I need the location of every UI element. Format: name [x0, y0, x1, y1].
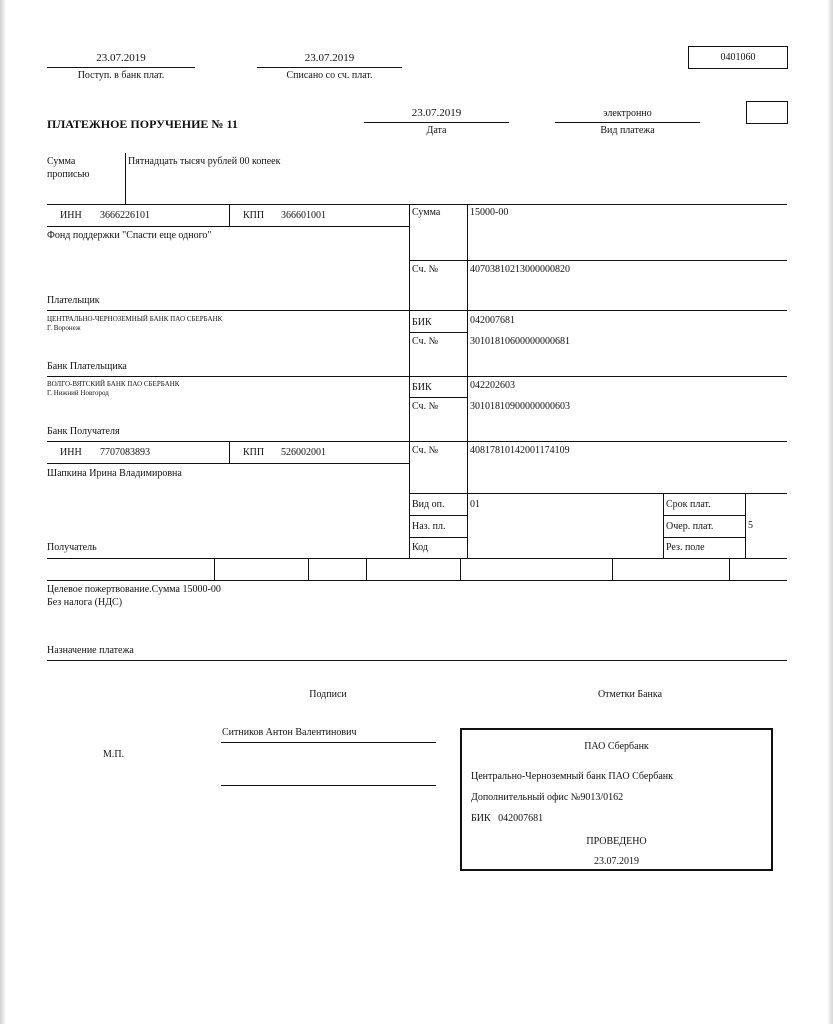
- payer-name: Фонд поддержки "Спасти еще одного": [47, 230, 212, 241]
- tax-field-divider-2: [308, 558, 309, 580]
- naz-pl-label: Наз. пл.: [412, 521, 446, 532]
- grid-vline-values: [467, 204, 468, 558]
- recipient-account-label: Сч. №: [412, 445, 439, 456]
- payer-account-line: [409, 260, 787, 261]
- stamp-office: Дополнительный офис №9013/0162: [471, 792, 624, 803]
- payer-kpp: 366601001: [281, 210, 326, 221]
- page-edge-left: [0, 0, 6, 1024]
- op-right-divider-2: [745, 493, 746, 558]
- order-date-line: [364, 122, 509, 123]
- recipient-bank-name: ВОЛГО-ВЯТСКИЙ БАНК ПАО СБЕРБАНК: [47, 380, 180, 388]
- payer-bank-name: ЦЕНТРАЛЬНО-ЧЕРНОЗЕМНЫЙ БАНК ПАО СБЕРБАНК: [47, 315, 223, 323]
- payment-type: электронно: [603, 108, 652, 119]
- op-top-line: [409, 493, 787, 494]
- recipient-name: Шапкина Ирина Владимировна: [47, 468, 182, 479]
- recipient-bank-account-label: Сч. №: [412, 401, 439, 412]
- payer-bank-account-label: Сч. №: [412, 336, 439, 347]
- payer-bank-bik: 042007681: [470, 315, 515, 326]
- naz-pl-line: [409, 537, 467, 538]
- grid-line-top: [47, 204, 787, 205]
- received-date: 23.07.2019: [96, 52, 146, 64]
- vid-op: 01: [470, 499, 480, 510]
- signatures-title: Подписи: [309, 689, 347, 700]
- stamp-branch: Центрально-Черноземный банк ПАО Сбербанк: [471, 771, 674, 782]
- recipient-bank-label: Банк Получателя: [47, 426, 120, 437]
- debited-date-line: [257, 67, 402, 68]
- vid-op-label: Вид оп.: [412, 499, 445, 510]
- kod-label: Код: [412, 542, 428, 553]
- ocher: 5: [748, 520, 753, 531]
- payer-kpp-label: КПП: [243, 210, 265, 221]
- form-code: 0401060: [720, 52, 756, 63]
- purpose-line-2: Без налога (НДС): [47, 597, 123, 608]
- purpose-label: Назначение платежа: [47, 645, 134, 656]
- payment-type-line: [555, 122, 700, 123]
- purpose-line-1: Целевое пожертвование.Сумма 15000-00: [47, 584, 221, 595]
- payer-bank-account: 30101810600000000681: [470, 336, 570, 347]
- recipient-bank-bottom-line: [47, 441, 787, 442]
- srok-line: [663, 515, 745, 516]
- document-title: ПЛАТЕЖНОЕ ПОРУЧЕНИЕ № 11: [47, 117, 238, 131]
- stamp-status: ПРОВЕДЕНО: [586, 836, 647, 847]
- received-label: Поступ. в банк плат.: [77, 70, 165, 81]
- op-right-divider-1: [663, 493, 664, 558]
- ocher-line: [663, 537, 745, 538]
- payer-sum: 15000-00: [470, 207, 509, 218]
- recipient-bank-bik-line: [409, 397, 467, 398]
- tax-row-bottom-line: [47, 580, 787, 581]
- amount-words-label-2: прописью: [47, 169, 90, 180]
- tax-field-divider-5: [612, 558, 613, 580]
- payer-bank-city: Г. Воронеж: [47, 324, 81, 332]
- recipient-label: Получатель: [47, 542, 97, 553]
- order-date: 23.07.2019: [411, 107, 462, 119]
- recipient-account: 40817810142001174109: [470, 445, 570, 456]
- payer-inn: 3666226101: [100, 210, 150, 221]
- recipient-inn-label: ИНН: [60, 447, 82, 458]
- tax-field-divider-3: [366, 558, 367, 580]
- bank-marks-title: Отметки Банка: [597, 689, 663, 700]
- recipient-kpp-label: КПП: [243, 447, 265, 458]
- payer-bank-label: Банк Плательщика: [47, 361, 127, 372]
- rez-label: Рез. поле: [666, 542, 705, 553]
- payer-bank-bottom-line: [47, 376, 787, 377]
- page-edge-right: [827, 0, 833, 1024]
- empty-code-box: [746, 101, 788, 124]
- signature-line-2: [221, 785, 436, 786]
- recipient-kpp: 526002001: [281, 447, 326, 458]
- recipient-bank-bik-label: БИК: [412, 382, 432, 393]
- stamp-date: 23.07.2019: [594, 856, 639, 867]
- signature-line-1: [221, 742, 436, 743]
- payer-bottom-line: [47, 310, 787, 311]
- recipient-bank-bik: 042202603: [470, 380, 515, 391]
- recipient-bank-account: 30101810900000000603: [470, 401, 570, 412]
- payer-inn-divider: [229, 204, 230, 226]
- stamp-bik: БИК 042007681: [471, 813, 544, 824]
- ocher-label: Очер. плат.: [666, 521, 714, 532]
- stamp-bank: ПАО Сбербанк: [584, 741, 649, 752]
- payer-label: Плательщик: [47, 295, 100, 306]
- payment-type-label: Вид платежа: [600, 125, 655, 136]
- amount-words-value: Пятнадцать тысяч рублей 00 копеек: [128, 156, 281, 167]
- recipient-inn-divider: [229, 441, 230, 463]
- recipient-bottom-line: [47, 558, 787, 559]
- srok-label: Срок плат.: [666, 499, 711, 510]
- debited-date: 23.07.2019: [304, 52, 355, 64]
- payer-inn-line: [47, 226, 409, 227]
- signer-name: Ситников Антон Валентинович: [222, 727, 357, 738]
- tax-field-divider-1: [214, 558, 215, 580]
- amount-words-label-1: Сумма: [47, 156, 76, 167]
- tax-field-divider-4: [460, 558, 461, 580]
- received-date-line: [47, 67, 195, 68]
- recipient-inn: 7707083893: [100, 447, 150, 458]
- order-date-label: Дата: [426, 125, 447, 136]
- payer-bank-bik-line: [409, 332, 467, 333]
- amount-words-divider: [125, 153, 126, 205]
- payer-account: 40703810213000000820: [470, 264, 570, 275]
- seal-label: М.П.: [103, 749, 125, 760]
- recipient-bank-city: Г. Нижний Новгород: [47, 389, 109, 397]
- tax-field-divider-6: [729, 558, 730, 580]
- payer-sum-label: Сумма: [412, 207, 441, 218]
- debited-label: Списано со сч. плат.: [286, 70, 373, 81]
- grid-vline-labels: [409, 204, 410, 558]
- purpose-bottom-line: [47, 660, 787, 661]
- payer-inn-label: ИНН: [60, 210, 82, 221]
- payer-bank-bik-label: БИК: [412, 317, 432, 328]
- payer-account-label: Сч. №: [412, 264, 439, 275]
- recipient-inn-line: [47, 463, 409, 464]
- vid-op-line: [409, 515, 467, 516]
